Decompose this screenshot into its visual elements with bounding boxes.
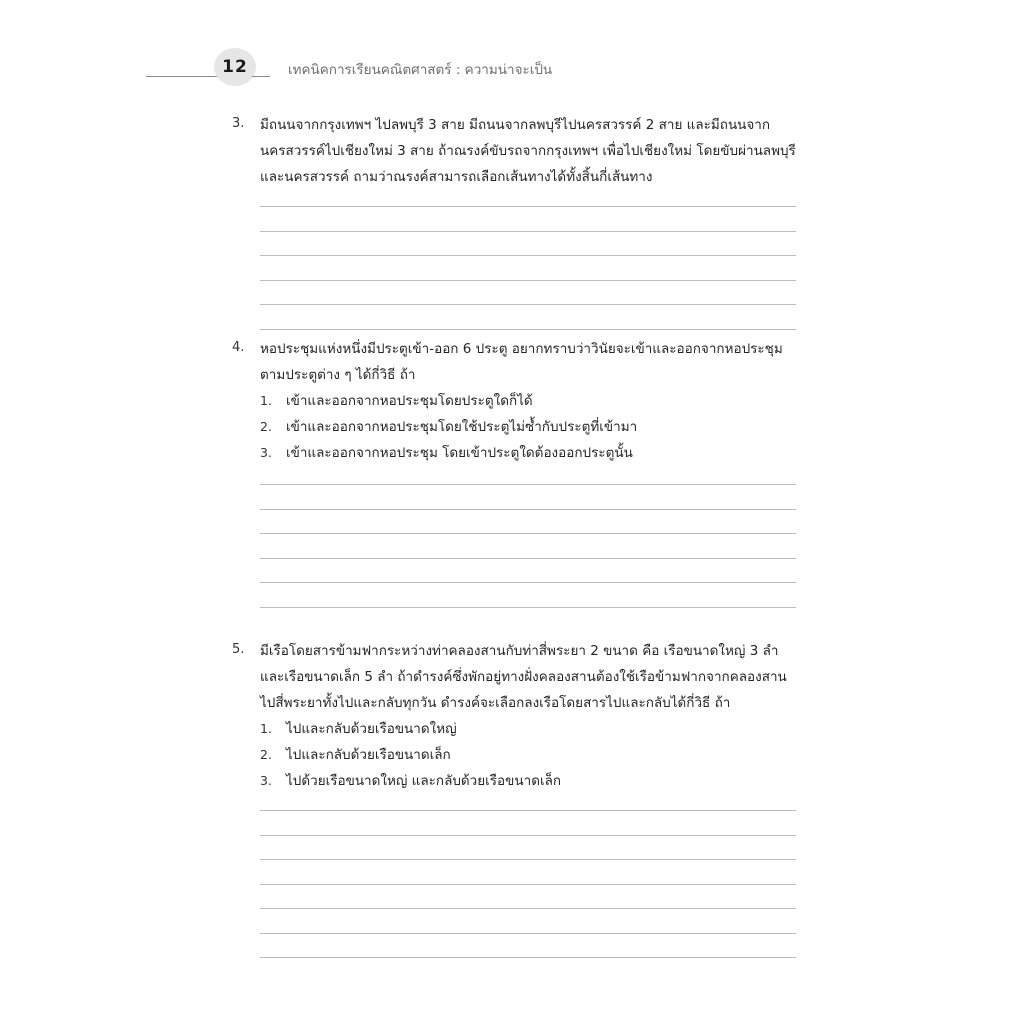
header-rule (146, 76, 222, 77)
running-title: เทคนิคการเรียนคณิตศาสตร์ : ความน่าจะเป็น (288, 62, 553, 78)
sub-question (260, 768, 802, 794)
sub-question (260, 742, 802, 768)
question-text: มีถนนจากกรุงเทพฯ ไปลพบุรี 3 สาย มีถนนจากลพบุรีไปนครสวรรค์ 2 สาย และมีถนนจากนครสวรรค์ไปเชียงใหม่ 3 สาย ถ้าณรงค์ขับรถจากกรุงเทพฯ เพื่อไปเชียงใหม่ โดยขับผ่านลพบุรีและนครสวรรค์ ถามว่าณรงค์สามารถเลือกเส้นทางได้ทั้งสิ้นกี่เส้นทาง (260, 117, 796, 185)
sub-question (260, 414, 802, 440)
sub-question (260, 716, 802, 742)
answer-line (260, 607, 796, 608)
question-number: 4. (232, 340, 245, 355)
answer-line (260, 533, 796, 534)
page-number-badge (214, 48, 256, 86)
answer-line (260, 558, 796, 559)
sub-question-number: 1. (260, 393, 272, 408)
sub-question-text: ไปด้วยเรือขนาดใหญ่ และกลับด้วยเรือขนาดเล็ก (286, 773, 562, 789)
header-rule-short (252, 76, 270, 77)
sub-question-number: 2. (260, 419, 272, 434)
answer-line (260, 582, 796, 583)
answer-line (260, 329, 796, 330)
answer-line (260, 280, 796, 281)
sub-question-text: เข้าและออกจากหอประชุม โดยเข้าประตูใดต้องออกประตูนั้น (286, 445, 633, 461)
sub-question-text: เข้าและออกจากหอประชุมโดยใช้ประตูไม่ซ้ำกับประตูที่เข้ามา (286, 419, 638, 435)
sub-question-number: 3. (260, 773, 272, 788)
sub-question-number: 3. (260, 445, 272, 460)
answer-line (260, 484, 796, 485)
answer-line (260, 884, 796, 885)
answer-line (260, 859, 796, 860)
question-text: มีเรือโดยสารข้ามฟากระหว่างท่าคลองสานกับท่าสี่พระยา 2 ขนาด คือ เรือขนาดใหญ่ 3 ลำ และเรือขนาดเล็ก 5 ลำ ถ้าดำรงค์ซึ่งพักอยู่ทางฝั่งคลองสานต้องใช้เรือข้ามฟากจากคลองสานไปสี่พระยาทั้งไปและกลับทุกวัน ดำรงค์จะเลือกลงเรือโดยสารไปและกลับได้กี่วิธี ถ้า (260, 643, 787, 711)
question-5 (232, 638, 802, 794)
answer-line (260, 835, 796, 836)
question-number: 3. (232, 116, 245, 131)
sub-question-text: เข้าและออกจากหอประชุมโดยประตูใดก็ได้ (286, 393, 533, 409)
answer-line (260, 908, 796, 909)
answer-line (260, 810, 796, 811)
question-number: 5. (232, 642, 245, 657)
answer-line (260, 255, 796, 256)
question-4 (232, 336, 802, 466)
page-number: 12 (222, 57, 248, 77)
sub-question-text: ไปและกลับด้วยเรือขนาดเล็ก (286, 747, 451, 763)
question-3 (232, 112, 802, 190)
answer-lines-4 (260, 484, 796, 631)
answer-line (260, 304, 796, 305)
sub-question-number: 1. (260, 721, 272, 736)
sub-question (260, 388, 802, 414)
answer-lines-3 (260, 206, 796, 353)
question-text: หอประชุมแห่งหนึ่งมีประตูเข้า-ออก 6 ประตู อยากทราบว่าวินัยจะเข้าและออกจากหอประชุมตามประตูต่าง ๆ ได้กี่วิธี ถ้า (260, 341, 783, 383)
answer-line (260, 933, 796, 934)
answer-line (260, 509, 796, 510)
answer-line (260, 206, 796, 207)
sub-question-list (260, 716, 802, 794)
answer-line (260, 231, 796, 232)
sub-question (260, 440, 802, 466)
sub-question-text: ไปและกลับด้วยเรือขนาดใหญ่ (286, 721, 457, 737)
sub-question-number: 2. (260, 747, 272, 762)
answer-lines-5 (260, 810, 796, 982)
sub-question-list (260, 388, 802, 466)
answer-line (260, 957, 796, 958)
